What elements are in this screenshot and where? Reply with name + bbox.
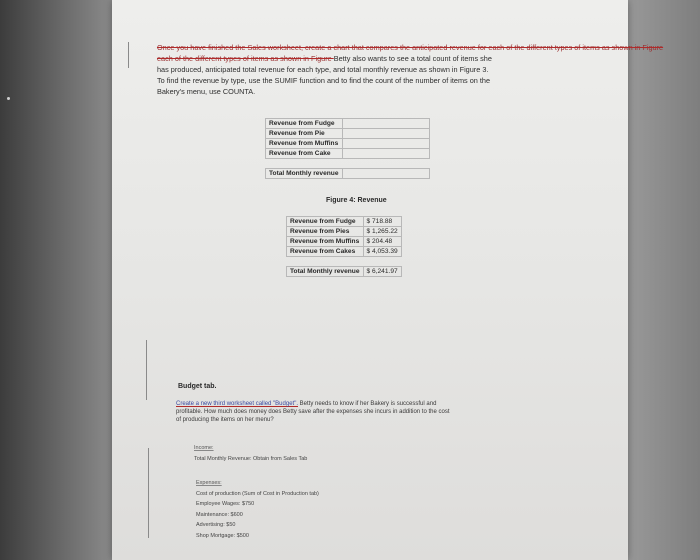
table-row: Revenue from Fudge $ 718.88 bbox=[287, 217, 402, 227]
margin-mark bbox=[128, 42, 129, 68]
table-row bbox=[266, 149, 430, 159]
total-label: Total Monthly revenue bbox=[266, 169, 343, 179]
intro-line1: Betty also wants to see a total count of items she bbox=[333, 54, 492, 63]
document-page bbox=[112, 0, 664, 560]
background-left bbox=[0, 0, 115, 560]
revenue-table bbox=[286, 216, 402, 277]
list-item: Advertising: $50 bbox=[196, 522, 236, 528]
table-row: Revenue from Muffins $ 204.48 bbox=[287, 237, 402, 247]
expenses-label: Expenses: bbox=[196, 480, 222, 486]
table-row bbox=[266, 169, 430, 179]
figure-caption: Figure 4: Revenue bbox=[326, 197, 387, 204]
row-label: Revenue from Pie bbox=[266, 129, 343, 139]
table-row bbox=[287, 267, 402, 277]
background-right bbox=[625, 0, 700, 560]
row-label: Revenue from Muffins bbox=[266, 139, 343, 149]
row-label: Revenue from Fudge bbox=[266, 119, 343, 129]
row-label: Revenue from Cake bbox=[266, 149, 343, 159]
margin-mark bbox=[146, 340, 147, 400]
table-row bbox=[266, 119, 430, 129]
intro-struck-text: Once you have finished the Sales worksheet, create a chart that compares the anticipated revenue for each of the different types of items as shown in Figure bbox=[157, 43, 664, 52]
intro-line3: To find the revenue by type, use the SUMIF function and to find the count of the number of items on the bbox=[157, 76, 491, 85]
budget-paragraph: Create a new third worksheet called "Budget". Betty needs to know if her Bakery is successful and profitable. How much does money does Betty save after the expenses she incurs in addition to the cost of producing the items on her menu? bbox=[176, 401, 450, 423]
background-dot bbox=[7, 97, 10, 100]
budget-heading: Budget tab. bbox=[178, 383, 217, 390]
revenue-template-table bbox=[265, 118, 430, 179]
margin-mark bbox=[148, 448, 149, 538]
list-item: Maintenance: $600 bbox=[196, 511, 243, 518]
budget-link-text: Create a new third worksheet called "Budget". bbox=[176, 401, 298, 407]
intro-line2: has produced, anticipated total revenue for each type, and total monthly revenue as shown in Figure 3. bbox=[157, 65, 489, 74]
total-label: Total Monthly revenue bbox=[287, 267, 364, 277]
intro-line4: Bakery's menu, use COUNTA. bbox=[157, 87, 256, 96]
list-item: Employee Wages: $750 bbox=[196, 501, 255, 507]
table-row bbox=[266, 139, 430, 149]
list-item: Shop Mortgage: $500 bbox=[196, 532, 249, 539]
income-label: Income: bbox=[194, 445, 214, 451]
list-item: Cost of production (Sum of Cost in Production tab) bbox=[196, 490, 319, 497]
intro-paragraph: Once you have finished the Sales worksheet, create a chart that compares the anticipated revenue for each of the different types of items as shown in Figure each of the different types of items as shown in Figure Betty also wants to see a total count of items she has produced, anticipated total revenue for each type, and total monthly revenue as shown in Figure 3. To find the revenue by type, use the SUMIF function and to find the count of the number of items on the Bakery's menu, use COUNTA. bbox=[157, 43, 664, 96]
total-value: $ 6,241.97 bbox=[363, 267, 401, 277]
table-row: Revenue from Cakes $ 4,053.39 bbox=[287, 247, 402, 257]
table-row: Revenue from Pies $ 1,265.22 bbox=[287, 227, 402, 237]
table-row bbox=[266, 129, 430, 139]
income-section bbox=[194, 443, 307, 464]
expenses-section bbox=[196, 478, 319, 541]
income-line: Total Monthly Revenue: Obtain from Sales Tab bbox=[194, 455, 308, 462]
